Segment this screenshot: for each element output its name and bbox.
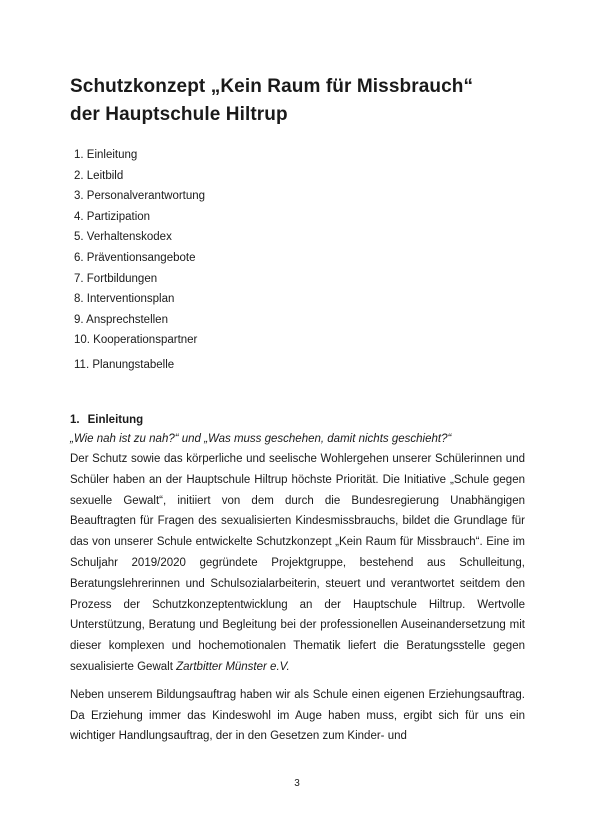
toc-item[interactable]: 5. Verhaltenskodex [74,231,172,244]
toc-item[interactable]: 1. Einleitung [74,149,138,161]
toc-item[interactable]: 4. Partizipation [74,210,151,223]
page-number: 3 [294,778,300,789]
section-einleitung [70,411,525,747]
toc-item[interactable]: 10. Kooperationspartner [74,334,198,347]
section-title: Einleitung [87,414,144,426]
paragraph-2: Neben unserem Bildungsauftrag haben wir als Schule einen eigenen Erziehungsauftrag. Da Erziehung immer das Kindeswohl im Auge haben muss, ergibt sich für uns ein wichtiger Handlungsauftrag, der in den Gesetzen zum Kinder- und [70,688,525,743]
toc-item[interactable]: 6. Präventionsangebote [74,251,196,264]
paragraph-1 [70,449,525,678]
toc-item[interactable]: 9. Ansprechstellen [74,313,168,326]
title-line-1: Schutzkonzept „Kein Raum für Missbrauch“ [70,76,474,97]
organization-name: Zartbitter Münster e.V. [176,660,290,673]
toc-item[interactable]: 11. Planungstabelle [74,358,175,371]
toc-item[interactable]: 8. Interventionsplan [74,293,175,306]
toc-item[interactable]: 3. Personalverantwortung [74,190,206,203]
title-line-2: der Hauptschule Hiltrup [70,104,288,125]
table-of-contents [74,145,205,376]
toc-item[interactable]: 7. Fortbildungen [74,272,158,285]
paragraph-1-text: Der Schutz sowie das körperliche und seelische Wohlergehen unserer Schülerinnen und Schüler haben an der Hauptschule Hiltrup höchste Priorität. Die Initiative „Schule gegen sexuelle Gewalt“, initiiert von dem durch die Bundesregierung Unabhängigen Beauftragten für Fragen des sexualisierten Kindesmissbrauchs, bildet die Grundlage für das von unserer Schule entwickelte Schutzkonzept „Kein Raum für Missbrauch“. Eine im Schuljahr 2019/2020 gegründete Projektgruppe, bestehend aus Schulleitung, Beratungslehrerinnen und Schulsozialarbeiterin, steuert und verantwortet seitdem den Prozess der Schutzkonzeptentwicklung an der Hauptschule Hiltrup. Wertvolle Unterstützung, Beratung und Begleitung bei der professionellen Auseinandersetzung mit dieser komplexen und hochemotionalen Thematik liefert die Beratungsstelle gegen sexualisierte Gewalt [70,453,525,673]
document-title [70,73,473,129]
section-number: 1. [70,414,80,426]
section-quote: „Wie nah ist zu nah?“ und „Was muss geschehen, damit nichts geschieht?“ [70,433,452,445]
toc-item[interactable]: 2. Leitbild [74,169,124,182]
section-heading [70,411,525,429]
